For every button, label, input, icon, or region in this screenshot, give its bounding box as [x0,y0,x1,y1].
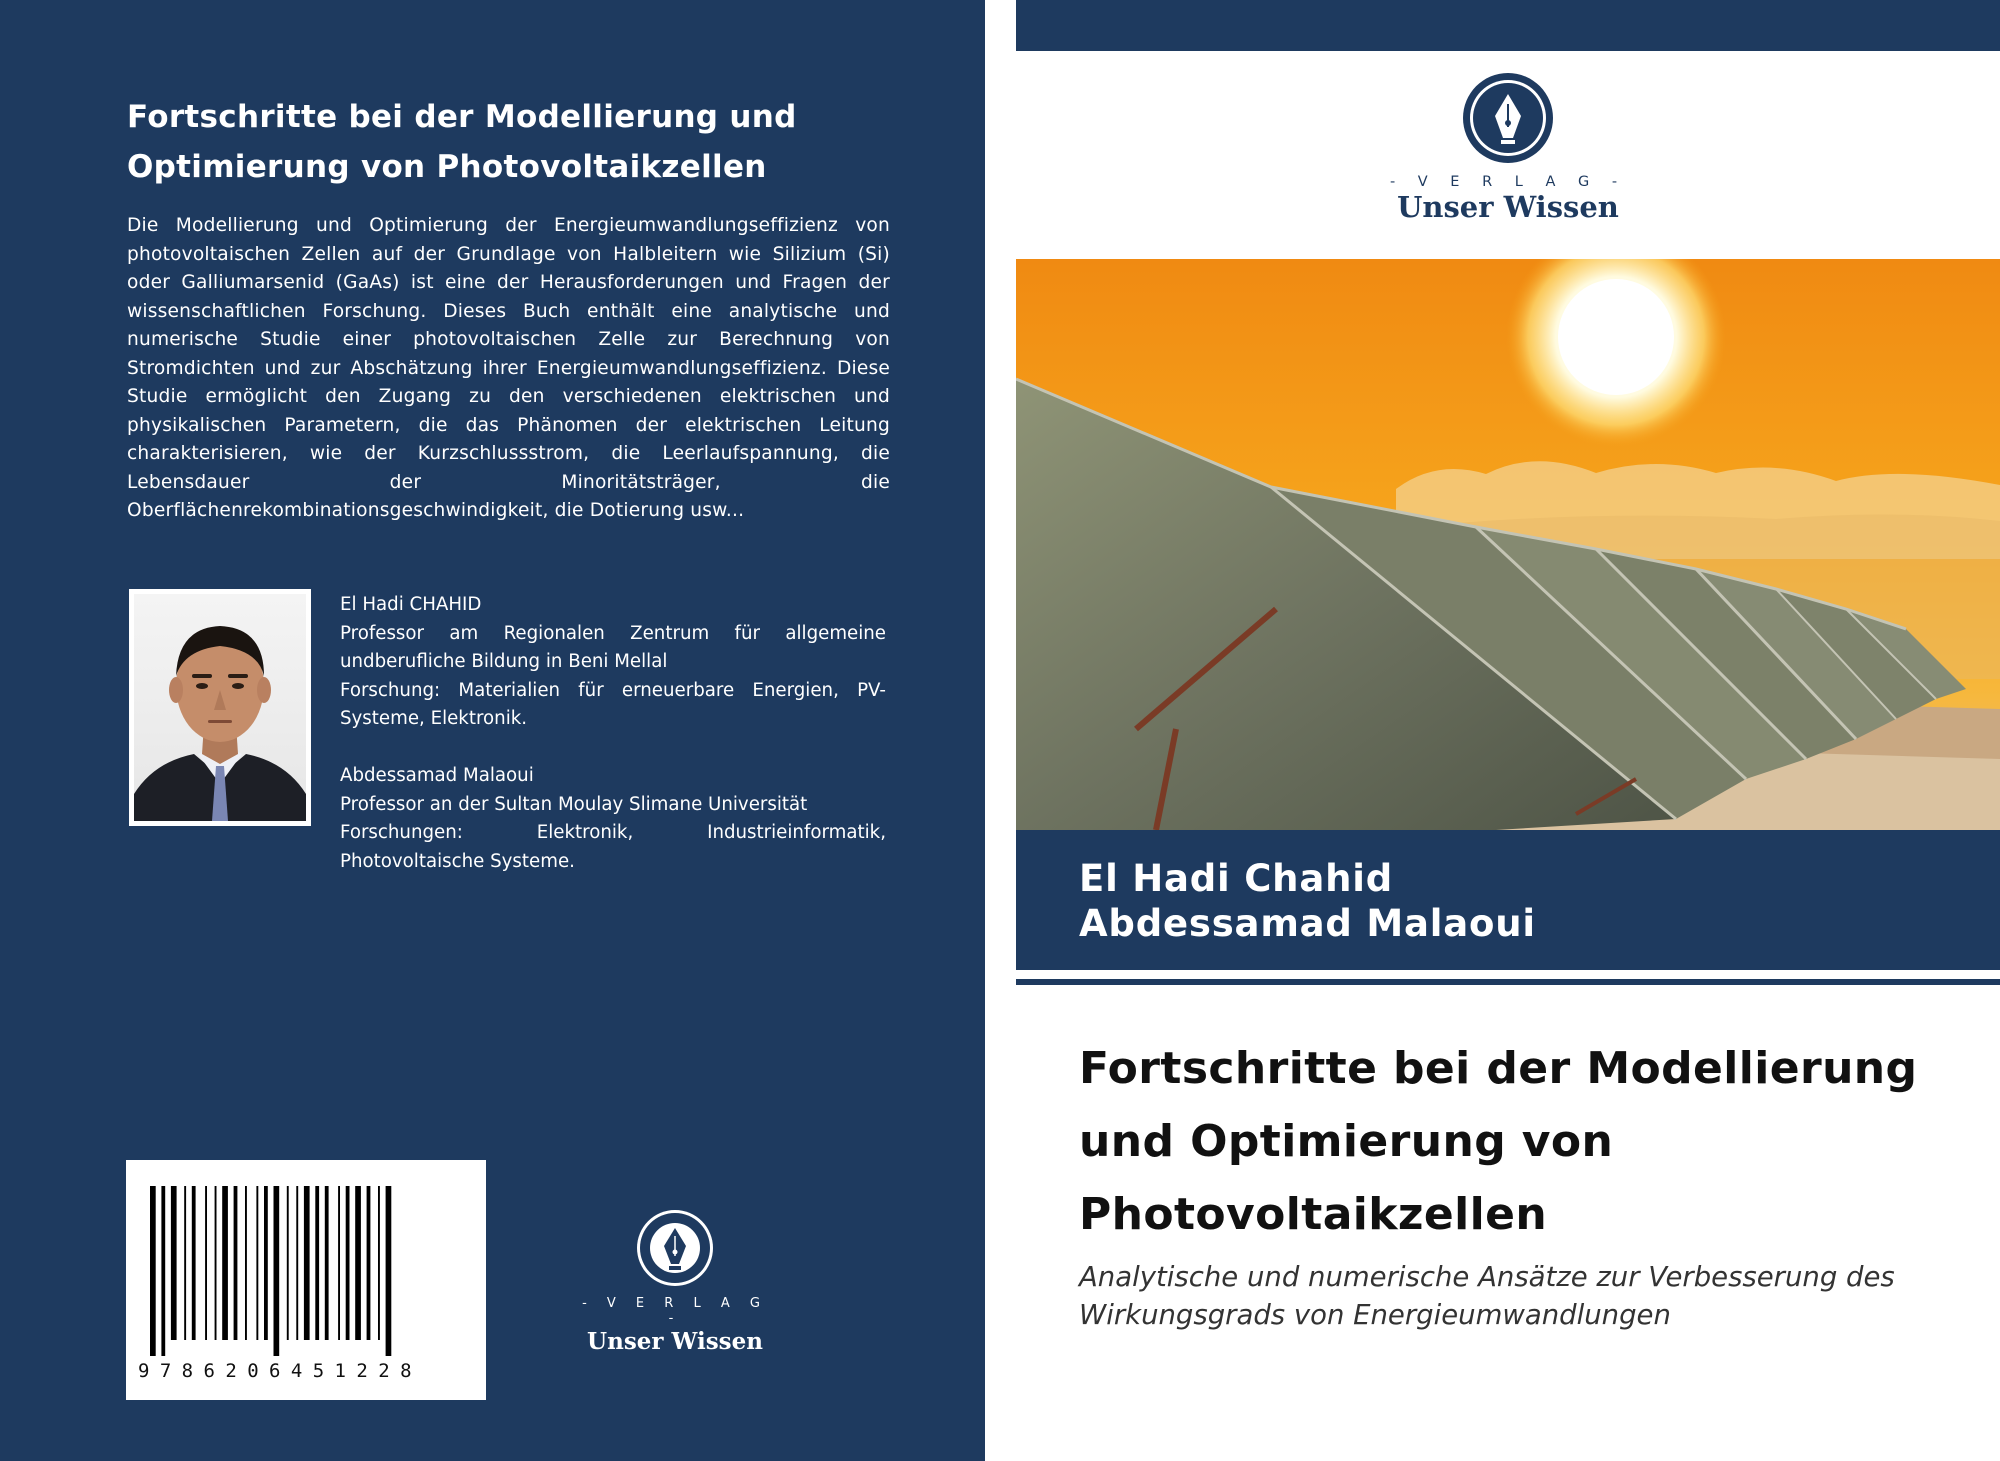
barcode-bar [264,1186,268,1340]
author-bio [340,591,886,876]
barcode-bar [315,1186,319,1340]
barcode-bar [378,1186,380,1340]
front-publisher-logo [1368,72,1648,224]
front-cover-subtitle: Analytische und numerische Ansätze zur Verbesserung des Wirkungsgrads von Energieumwandlungen [1079,1261,1895,1331]
back-cover [0,0,985,1461]
bio-author2-name: Abdessamad Malaoui [340,765,534,786]
authors-band [1016,830,2000,970]
back-cover-description: Die Modellierung und Optimierung der Energieumwandlungseffizienz von photovoltaischen Zellen auf der Grundlage von Halbleitern wie Silizium (Si) oder Galliumarsenid (GaAs) ist eine der Herausforderungen und Fragen der wissenschaftlichen Forschung. Dieses Buch enthält eine analytische und numerische Studie einer photovoltaischen Zelle zur Berechnung von Stromdichten und zur Abschätzung ihrer Energieumwandlungseffizienz. Diese Studie ermöglicht den Zugang zu den verschiedenen elektrischen und physikalischen Parametern, die das Phänomen der elektrischen Leitung charakterisieren, wie der Kurzschlussstrom, die Leerlaufspannung, die Lebensdauer der Minoritätsträger, die Oberflächenrekombinationsgeschwindigkeit, die Dotierung usw... [127,215,890,521]
isbn-barcode [126,1160,486,1400]
barcode-bar [215,1186,217,1340]
barcode-bar [367,1186,371,1340]
barcode-bar [222,1186,228,1340]
back-publisher-logo [580,1208,770,1355]
barcode-bar [304,1186,310,1340]
barcode-bar [325,1186,329,1340]
barcode-bar [192,1186,196,1340]
back-cover-title: Fortschritte bei der Modellierung und Optimierung von Photovoltaikzellen [127,99,797,185]
author-photo [129,589,311,826]
barcode-bar [386,1186,392,1356]
barcode-bar [256,1186,258,1340]
front-author2: Abdessamad Malaoui [1079,902,1536,945]
barcode-bar [150,1186,156,1356]
back-logo-verlag: - V E R L A G - [582,1296,768,1326]
bio-author1-research: Forschung: Materialien für erneuerbare Energien, PV-Systeme, Elektronik. [340,679,886,729]
fountain-pen-nib-icon [635,1208,715,1288]
barcode-bar [161,1186,165,1356]
front-logo-verlag: - V E R L A G - [1389,174,1627,190]
front-author1: El Hadi Chahid [1079,857,1393,900]
barcode-icon [148,1186,464,1368]
bio-author1-position: Professor am Regionalen Zentrum für allgemeine undberufliche Bildung in Beni Mellal [340,622,886,672]
barcode-bar [346,1186,350,1340]
bio-author2-research: Forschungen: Elektronik, Industrieinformatik, Photovoltaische Systeme. [340,822,886,872]
barcode-bar [184,1186,186,1340]
barcode-bar [274,1186,280,1356]
barcode-bar [205,1186,207,1340]
solar-panels-image [1016,259,2000,830]
barcode-bar [355,1186,361,1340]
barcode-bar [234,1186,238,1340]
divider-rule [1016,979,2000,985]
barcode-bar [171,1186,177,1340]
barcode-bar [245,1186,247,1340]
bio-author2-position: Professor an der Sultan Moulay Slimane Universität [340,793,808,815]
front-cover-title: Fortschritte bei der Modellierung und Optimierung von Photovoltaikzellen [1079,1043,1918,1240]
barcode-bar [287,1186,289,1340]
bio-author1-name: El Hadi CHAHID [340,594,482,615]
front-cover [1016,0,2000,1461]
isbn-digits: 9786206451228 [138,1360,422,1382]
front-logo-brand: Unser Wissen [1397,190,1619,224]
barcode-bar [338,1186,340,1340]
fountain-pen-nib-icon [1462,72,1554,164]
back-logo-brand: Unser Wissen [587,1328,763,1355]
barcode-bar [296,1186,298,1340]
front-top-bar [1016,0,2000,51]
